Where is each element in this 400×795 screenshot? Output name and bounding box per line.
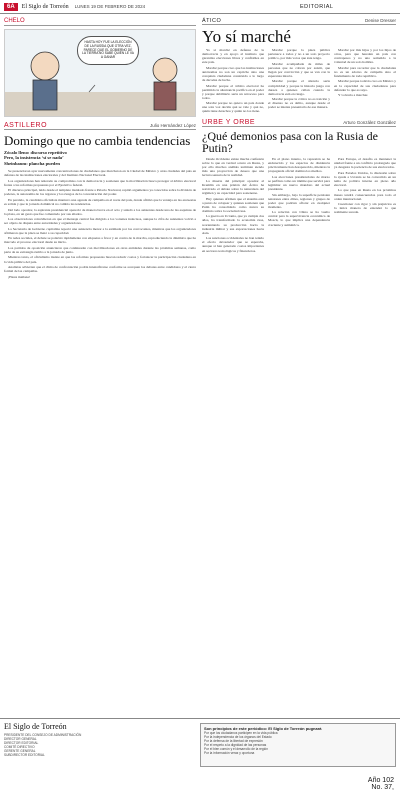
principles-box [200,723,396,767]
masthead [0,0,400,14]
paragraph: La relación con China se ha vuelto central para la supervivencia económica de Moscú, lo que implica una dependencia creciente y asimétrica. [268,210,330,227]
paragraph: En el plano interno, la represión se ha endurecido y los espacios de disidencia prácticamente han desaparecido, mientras la propaganda oficial domina los medios. [268,156,330,174]
paragraph: Marché porque el silencio sería complicidad y porque la historia juzga con dureza a quienes callan cuando la democracia está en riesgo. [268,79,330,96]
paragraph: Cuestionar con rigor y sin prejuicios es la única manera de entender lo que realmente sucede. [334,202,396,215]
section-name: EDITORIAL [300,3,334,10]
yo-header [202,18,396,25]
paragraph: Se presenciaron ayer nuevamente concentraciones de ciudadanos que marcharon en la Ciudad de México y otras ciudades del país en defensa de las instituciones electorales y del Instituto Nacional Electoral. [4,169,196,178]
bullet: Zócalo lleno: discurso repetitivo [4,150,67,155]
paragraph: Marché porque la crítica no es traición y el disenso no es delito, aunque desde el poder se intente presentarlo de esa manera. [268,97,330,110]
astillero-label: ASTILLERO [4,122,48,129]
paragraph: Yo sí marché en defensa de la democracia y en apoyo al instituto que garantiza elecciones libres y confiables en este país. [202,48,264,65]
astillero-headline: Domingo que no cambia tendencias [4,133,191,148]
paragraph: La guerra en Ucrania, que ya cumple dos años, ha transformado la economía rusa, reorientando su producción hacia la industria militar y sus exportaciones hacia Asia. [202,214,264,235]
bullet: Pero, la insistencia ‘sí se nada’ [4,155,64,161]
paragraph: Analistas advierten que el clima de confrontación podría intensificarse conforme se acerquen los debates entre candidatos y el cierre formal de las campañas. [4,265,196,274]
paper-name: El Siglo de Torreón [21,3,69,10]
paragraph: Sin embargo, bajo la superficie persisten tensiones entre élites, regiones y grupos de poder que podrían aflorar en cualquier momento. [268,192,330,209]
paragraph: Y volvería a marchar. [338,93,369,98]
issue-date: LUNES 19 DE FEBRERO DE 2024 [74,4,146,9]
paragraph: Mientras tanto, el oficialismo insiste en que las reformas propuestas buscan reducir costos y fortalecer la participación ciudadana en la vida pública del país. [4,255,196,264]
astillero-bullets [4,150,196,166]
paragraph: Marché porque el árbitro electoral ha permitido la alternancia pacífica en el poder y porque debilitarlo sería un retroceso para todos. [202,83,264,100]
bullet: Sheinbaum: plancha pueden [4,160,60,166]
paragraph: La muerte del principal opositor al Kremlin en una prisión del Ártico ha reavivado el debate sobre la naturaleza del régimen y su capacidad para sostenerse. [202,178,264,196]
number-label: No. 37, [371,784,394,791]
footer [0,718,400,795]
yo-title: Yo sí marché [202,27,291,46]
year-label: Año 102 [367,777,394,784]
paragraph: Del lado opositor, la aspirante presidencial apareció de manera breve en el acto y saludó a los asistentes desde una de las esquinas de la plaza, en un gesto que fue comentado por sus aliados. [4,207,196,216]
paragraph: Los observadores coincidieron en que el mensaje central fue dirigido a los votantes indecisos, aunque la cifra de asistentes volvió a ser objeto de disputa entre autoridades y organizadores. [4,217,196,226]
paragraph: Para Europa, el desafío es mantener la unidad frente a un conflicto prolongado que ya desgasta la paciencia de sus electorados. [334,156,396,170]
right-column [202,18,396,254]
staff-line: GERENTE GENERAL [4,749,36,753]
paragraph: El discurso principal, leído desde el templete instalado frente a Palacio Nacional, repitió argumentos ya conocidos sobre la división de poderes, la autonomía de los órganos y los riesgos de la concentración del poder. [4,188,197,197]
staff-line: COMITÉ DIRECTIVO [4,745,35,749]
principle-item: Por la independencia de los órganos del Estado [204,735,272,739]
paragraph: ¡Hasta mañana! [8,274,31,279]
paragraph: Marché por mis hijos y por los hijos de otros, para que hereden un país con contrapesos y no uno sometido a la voluntad de un solo hombre. [334,48,396,65]
principle-item: Por la información veraz y oportuna [204,751,255,755]
principle-item: Por la defensa de la libertad de expresión [204,739,263,743]
yo-section: ÁTICO [202,18,222,24]
page-number: 6A [4,3,18,11]
paragraph: En redes sociales, el debate se polarizó rápidamente con etiquetas a favor y en contra de la marcha, reproduciendo la dinámica que ha marcado el proceso electoral desde su inicio. [4,236,196,245]
principle-item: Por que los ciudadanos participen en la vida pública [204,731,278,735]
urbe-author: Arturo González González [343,119,396,125]
left-column [4,18,196,280]
paragraph: La Secretaría de Gobierno capitalina reportó una asistencia menor a la estimada por los convocantes, mientras que los organizadores afirmaron que la plaza se llenó a su capacidad. [4,226,196,235]
staff-line: SUBDIRECTOR EDITORIAL [4,753,45,757]
paragraph: Marché porque la plaza pública pertenece a todos y no a un solo proyecto político, por más votos que éste tenga. [268,48,330,61]
staff-line: PRESIDENTE DEL CONSEJO DE ADMINISTRACIÓN [4,733,82,737]
paragraph: Marché porque todavía creo en México y en la capacidad de sus ciudadanos para defender lo que es suyo. [334,79,396,92]
paragraph: Marché para recordar que la ciudadanía no es un adorno de campaña sino el fundamento de toda república. [334,65,396,78]
chelo-label: CHELO [4,18,196,26]
astillero-body [4,169,196,278]
urbe-body [202,157,396,254]
principle-item: Por el respeto a la dignidad de las personas [204,743,267,747]
principle-item: Por el bien común y el desarrollo de la región [204,747,268,751]
paragraph: Los organizadores han reiterado su compromiso con la democracia y sostienen que la movilización busca proteger al árbitro electoral frente a las reformas propuestas por el Ejecutivo federal. [4,178,196,187]
paragraph: Las elecciones presidenciales de marzo se perfilan como un trámite que servirá para legitimar un nuevo mandato del actual presidente. [268,174,330,192]
paragraph: Marché porque no quiero un país donde una sola voz decida qué se vale y qué no, quién tiene derechos y quién no los tiene. [202,101,264,114]
urbe-title: ¿Qué demonios pasa con la Rusia de Putin? [202,128,378,155]
paragraph: Marché porque creo que las instituciones autónomas no son un capricho sino una conquista ciudadana construida a lo largo de décadas de lucha. [202,65,264,83]
principles-title: Son principios de este periódico: El Siglo de Torreón pugnará [204,726,322,731]
staff-line: DIRECTOR GENERAL [4,737,37,741]
urbe-header [202,119,396,127]
yo-body [202,48,396,115]
paragraph: Los partidos de oposición anunciaron que continuarán con movilizaciones en otras entidades durante las próximas semanas, como parte de su estrategia rumbo a la jornada de junio. [4,245,196,254]
urbe-section: URBE Y ORBE [202,118,256,126]
paragraph: Hay quienes afirman que el sistema está a punto de colapsar y quienes sostienen que Putin ha consolidado como nunca su dominio sobre la sociedad rusa. [202,196,264,213]
paragraph: Para Estados Unidos, la discusión sobre la ayuda a Ucrania se ha convertido en un tema de política interna en pleno año electoral. [334,170,396,187]
yo-author: Denise Dresser [364,18,396,23]
footer-logo: El Siglo de Torreón [4,722,67,731]
paragraph: Lo que pase en Rusia en los próximos meses tendrá consecuencias para todo el orden internacional. [334,188,396,201]
paragraph: Marché acompañada de miles de personas que no cobran por asistir, que llegan por convicción y que se van con la esperanza intacta. [268,61,330,78]
paragraph: Desde Occidente existe mucha confusión sobre lo que en verdad ocurre en Rusia, y por ello muchos análisis terminan siendo más una proyección de deseos que una lectura sensata de la realidad. [202,156,264,178]
staff-line: DIRECTOR EDITORIAL [4,741,39,745]
speech-bubble: HASTA HOY FUE LA ELECCIÓN DE LA RUSSIA QUE OTRA VEZ, PARECE QUE EL GOBIERNO DE LA TIERRA NO SABE QUIÉN LE VA A GANAR [77,36,139,65]
astillero-header [4,122,196,130]
paragraph: Las sanciones occidentales no han tenido el efecto devastador que se esperaba, aunque sí han generado costos importantes en sectores tecnológicos y financieros. [202,236,264,253]
issue-number [368,777,394,791]
paragraph: En paralelo, la candidata oficialista mantuvo una agenda de campaña en el norte del país, donde afirmó que la ventaja en las encuestas es sólida y que la jornada dominical no cambia las tendencias. [4,197,196,207]
principles-list [204,731,392,755]
cartoon [4,29,196,117]
astillero-author: Julio Hernández López [149,123,196,128]
